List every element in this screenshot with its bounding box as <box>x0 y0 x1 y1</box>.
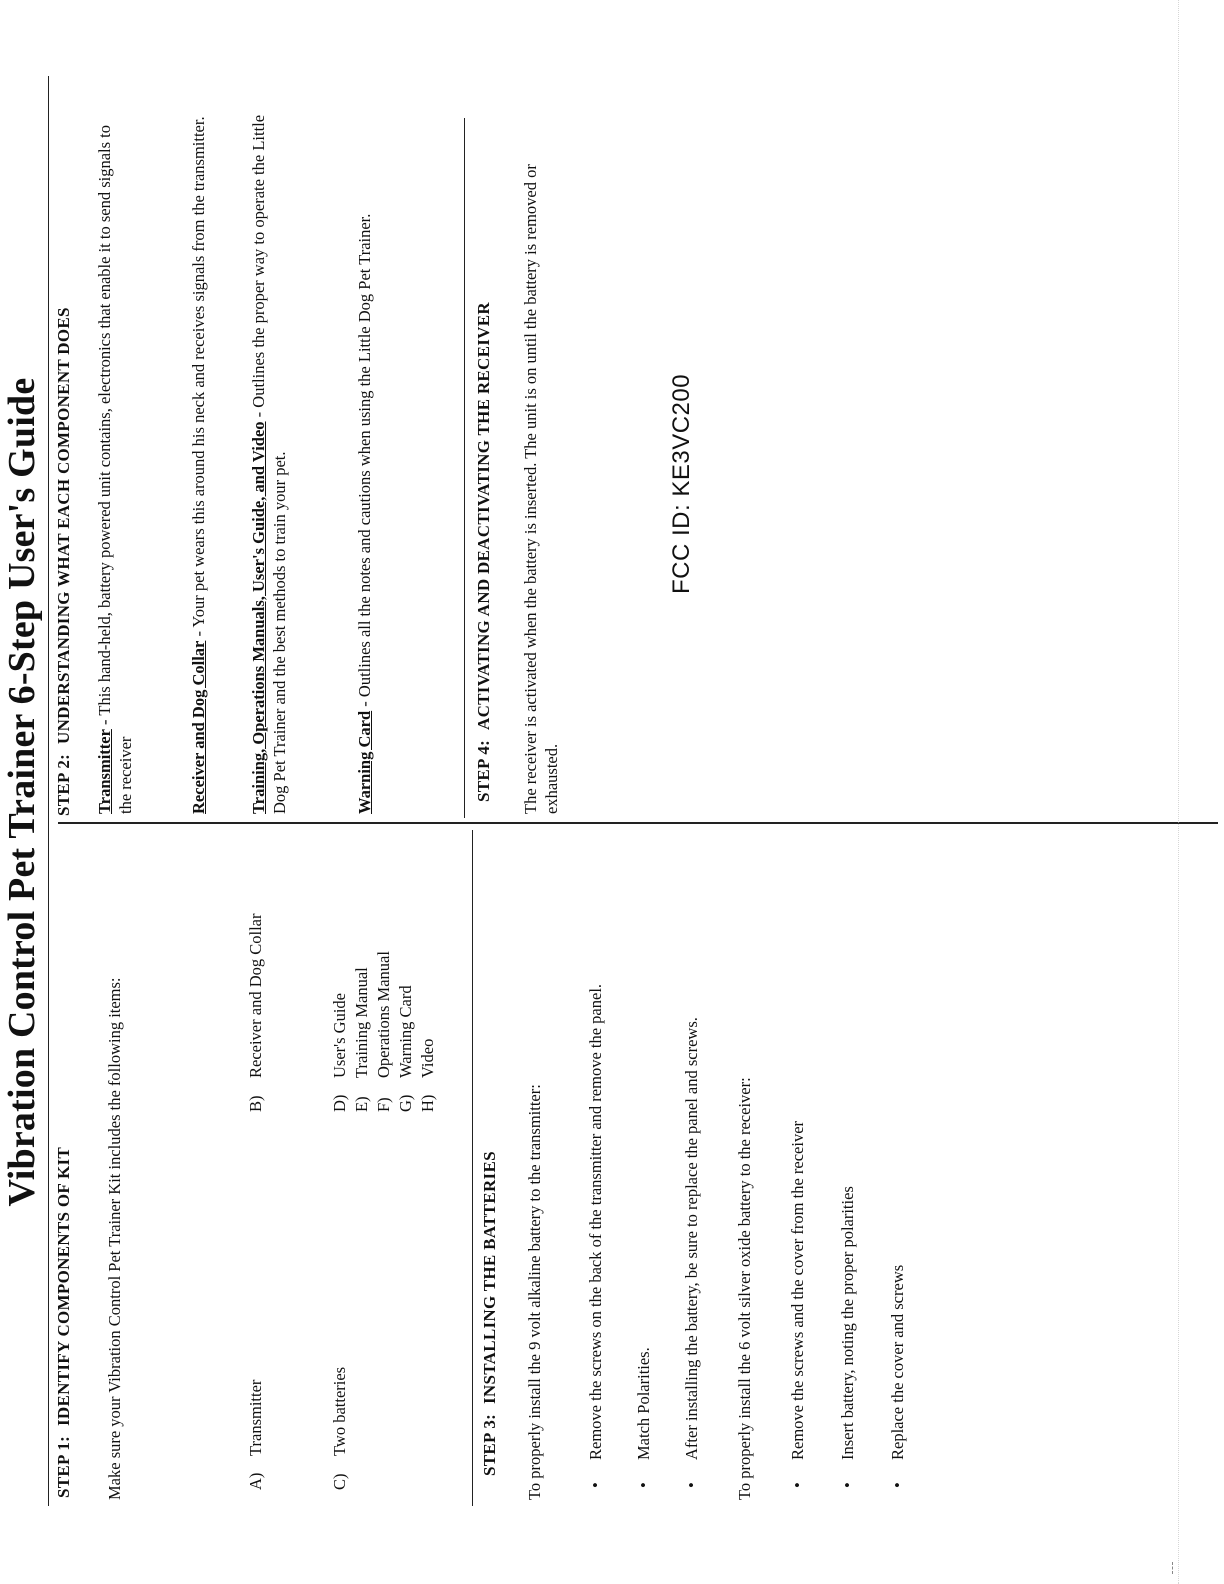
step1-heading <box>54 1147 74 1498</box>
step3-number: STEP 3: <box>480 1413 499 1476</box>
step4-heading <box>474 302 494 802</box>
step2-entry-receiver: Receiver and Dog Collar - Your pet wears this around his neck and receives signals from the transmitter. <box>189 116 208 814</box>
step3-receiver-step: •Insert battery, noting the proper polarities <box>838 1186 857 1488</box>
top-rule <box>48 76 49 1506</box>
page-title: Vibration Control Pet Trainer 6-Step User's Guide <box>1 377 43 1207</box>
step2-entry-transmitter: Transmitter - This hand-held, battery powered unit contains, electronics that enable it to send signals to the receiver <box>95 124 135 814</box>
kit-item: E)Training Manual <box>352 967 371 1112</box>
kit-item: B)Receiver and Dog Collar <box>246 913 265 1112</box>
step3-heading <box>480 1151 500 1476</box>
left-middle-rule <box>472 830 473 1506</box>
step2-entry-warning-card: Warning Card - Outlines all the notes and cautions when using the Little Dog Pet Trainer. <box>355 213 374 814</box>
step1-intro: Make sure your Vibration Control Pet Trainer Kit includes the following items: <box>105 977 124 1500</box>
step4-title: ACTIVATING AND DEACTIVATING THE RECEIVER <box>474 302 493 730</box>
step2-number: STEP 2: <box>54 753 73 816</box>
step2-heading <box>54 307 74 816</box>
right-middle-rule <box>464 118 465 818</box>
step4-text: The receiver is activated when the battery is inserted. The unit is on until the battery is removed or exhausted. <box>521 164 561 814</box>
kit-item: F)Operations Manual <box>374 951 393 1112</box>
scan-artifact <box>1172 1562 1173 1574</box>
fcc-id: FCC ID: KE3VC200 <box>668 373 695 594</box>
step3-title: INSTALLING THE BATTERIES <box>480 1151 499 1404</box>
kit-item: H)Video <box>418 1038 437 1112</box>
step3-transmitter-step: •After installing the battery, be sure to replace the panel and screws. <box>682 1017 701 1488</box>
step3-receiver-intro: To properly install the 6 volt silver oxide battery to the receiver: <box>735 1077 754 1500</box>
kit-item: D)User's Guide <box>330 993 349 1112</box>
step3-transmitter-step: •Match Polarities. <box>634 1347 653 1488</box>
step1-title: IDENTIFY COMPONENTS OF KIT <box>54 1146 73 1426</box>
step3-receiver-step: •Replace the cover and screws <box>888 1264 907 1488</box>
scan-edge <box>1178 0 1179 1584</box>
step2-title: UNDERSTANDING WHAT EACH COMPONENT DOES <box>54 307 73 744</box>
step2-entry-manuals: Training, Operations Manuals, User's Guide, and Video - Outlines the proper way to operate the Little Dog Pet Trainer and the best methods to train your pet. <box>249 114 289 814</box>
kit-item: A)Transmitter <box>246 1379 265 1490</box>
step4-number: STEP 4: <box>474 739 493 802</box>
kit-item: C)Two batteries <box>330 1366 349 1490</box>
step1-number: STEP 1: <box>54 1435 73 1498</box>
step3-transmitter-step: •Remove the screws on the back of the transmitter and remove the panel. <box>586 983 605 1488</box>
column-divider <box>58 822 1218 824</box>
kit-item: G)Warning Card <box>396 985 415 1112</box>
step3-transmitter-intro: To properly install the 9 volt alkaline battery to the transmitter: <box>525 1084 544 1500</box>
step3-receiver-step: •Remove the screws and the cover from the receiver <box>788 1120 807 1488</box>
